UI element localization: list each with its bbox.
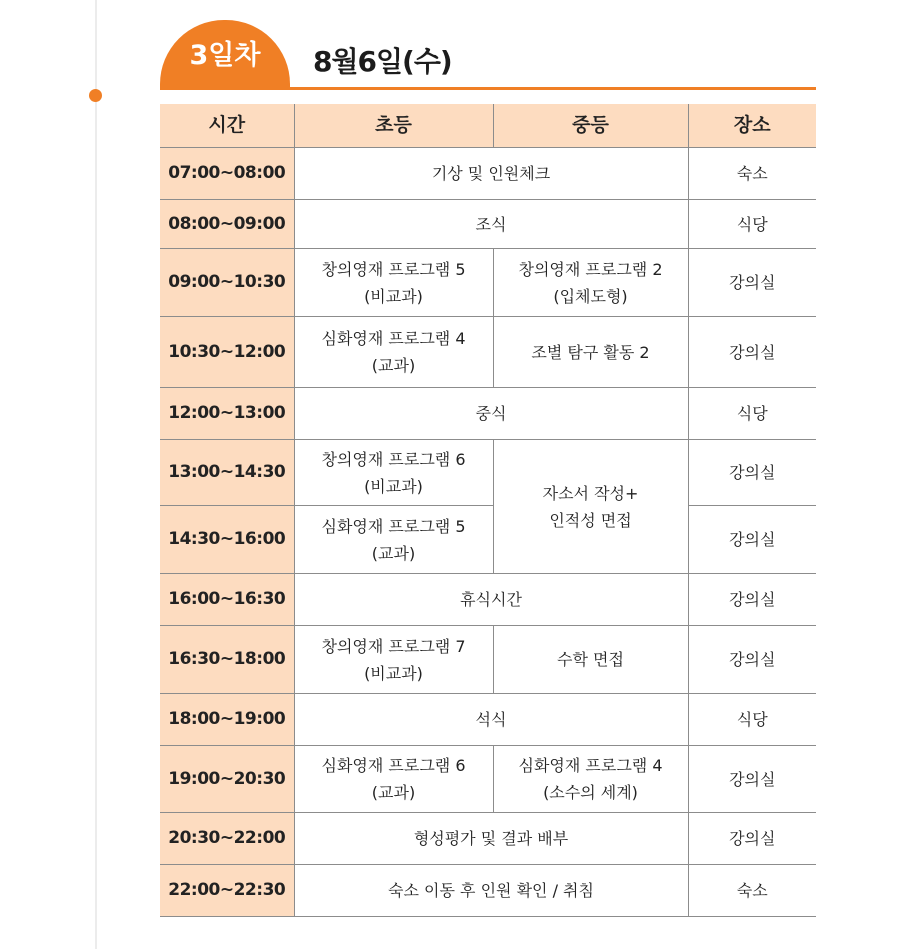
table-row [160,506,816,574]
place-cell: 강의실 [688,440,816,506]
middle-cell-merged [493,440,688,574]
table-row [160,317,816,388]
activity-cell: 조식 [294,200,688,249]
time-cell: 09:00~10:30 [160,249,294,317]
program-name: 조별 탐구 활동 2 [531,342,650,362]
table-row [160,626,816,694]
time-cell: 19:00~20:30 [160,746,294,813]
time-cell: 18:00~19:00 [160,694,294,746]
table-row [160,694,816,746]
elementary-cell [294,440,493,506]
activity-cell: 석식 [294,694,688,746]
program-type: (비교과) [364,663,423,683]
time-cell: 14:30~16:00 [160,506,294,574]
program-type: (교과) [371,356,416,375]
time-cell: 22:00~22:30 [160,865,294,917]
activity-cell: 기상 및 인원체크 [294,148,688,200]
time-cell: 12:00~13:00 [160,388,294,440]
time-cell: 16:00~16:30 [160,574,294,626]
column-header-place: 장소 [688,104,816,148]
place-cell: 식당 [688,694,816,746]
time-cell: 07:00~08:00 [160,148,294,200]
program-type: (교과) [371,543,416,563]
place-cell: 강의실 [688,574,816,626]
middle-cell [493,746,688,813]
time-cell: 10:30~12:00 [160,317,294,388]
program-name: 창의영재 프로그램 6 [321,449,466,469]
place-cell: 강의실 [688,813,816,865]
activity-cell: 중식 [294,388,688,440]
day-badge: 3일차 [160,20,290,88]
place-cell: 강의실 [688,626,816,694]
header-rule [160,87,816,90]
schedule-table [160,104,816,917]
table-row [160,746,816,813]
activity-cell: 숙소 이동 후 인원 확인 / 취침 [294,865,688,917]
elementary-cell [294,626,493,694]
table-row [160,865,816,917]
activity-cell: 휴식시간 [294,574,688,626]
table-row [160,440,816,506]
program-name: 수학 면접 [557,650,624,669]
middle-cell [493,626,688,694]
program-type: (교과) [371,783,416,802]
program-type: (소수의 세계) [543,783,638,802]
place-cell: 강의실 [688,746,816,813]
table-row [160,200,816,249]
place-cell: 식당 [688,200,816,249]
elementary-cell [294,746,493,813]
place-cell: 숙소 [688,865,816,917]
middle-cell [493,249,688,317]
table-row [160,249,816,317]
column-header-middle: 중등 [493,104,688,148]
program-name: 심화영재 프로그램 4 [518,756,663,775]
elementary-cell [294,317,493,388]
place-cell: 강의실 [688,317,816,388]
table-row [160,574,816,626]
program-type: (비교과) [364,476,423,496]
place-cell: 숙소 [688,148,816,200]
elementary-cell [294,506,493,574]
program-name: 자소서 작성+ [542,483,639,503]
timeline-dot [89,89,102,102]
program-name: 심화영재 프로그램 6 [321,756,466,775]
place-cell: 강의실 [688,506,816,574]
time-cell: 16:30~18:00 [160,626,294,694]
middle-cell [493,317,688,388]
time-cell: 20:30~22:00 [160,813,294,865]
table-row [160,148,816,200]
table-row [160,813,816,865]
program-name: 창의영재 프로그램 2 [518,259,663,279]
activity-cell: 형성평가 및 결과 배부 [294,813,688,865]
timeline-line [95,0,97,949]
program-type: (비교과) [364,286,423,306]
program-name: 인적성 면접 [549,510,632,530]
column-header-time: 시간 [160,104,294,148]
place-cell: 식당 [688,388,816,440]
table-row [160,388,816,440]
time-cell: 08:00~09:00 [160,200,294,249]
place-cell: 강의실 [688,249,816,317]
program-name: 심화영재 프로그램 4 [321,329,466,348]
program-name: 창의영재 프로그램 5 [321,259,466,279]
program-name: 심화영재 프로그램 5 [321,516,466,536]
program-name: 창의영재 프로그램 7 [321,636,466,656]
time-cell: 13:00~14:30 [160,440,294,506]
elementary-cell [294,249,493,317]
program-type: (입체도형) [553,286,628,306]
column-header-elementary: 초등 [294,104,493,148]
schedule-date: 8월6일(수) [313,45,452,78]
